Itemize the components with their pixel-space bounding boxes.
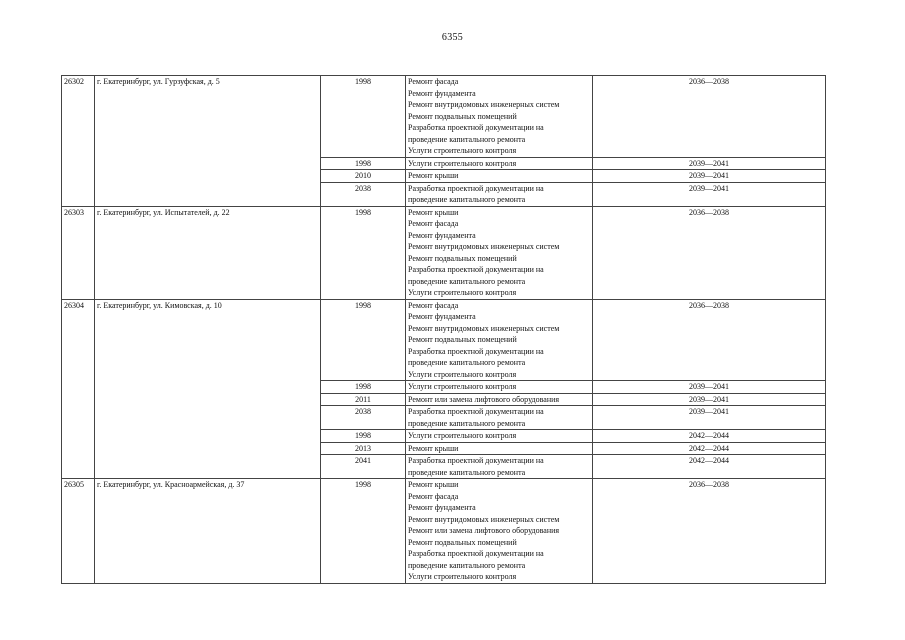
works-cell bbox=[406, 182, 593, 206]
works-cell bbox=[406, 479, 593, 584]
address-cell: г. Екатеринбург, ул. Кимовская, д. 10 bbox=[95, 299, 321, 479]
year-cell: 2038 bbox=[321, 182, 406, 206]
year-cell: 1998 bbox=[321, 206, 406, 299]
address-cell: г. Екатеринбург, ул. Испытателей, д. 22 bbox=[95, 206, 321, 299]
work-item: Ремонт фасада bbox=[408, 491, 459, 501]
works-cell bbox=[406, 157, 593, 170]
year-cell: 1998 bbox=[321, 430, 406, 443]
period-cell: 2036—2038 bbox=[593, 479, 826, 584]
table-body bbox=[62, 76, 826, 584]
work-item: Услуги строительного контроля bbox=[408, 369, 517, 379]
work-item: проведение капитального ремонта bbox=[408, 134, 526, 144]
work-item: Ремонт подвальных помещений bbox=[408, 335, 517, 344]
year-cell: 2010 bbox=[321, 170, 406, 183]
work-item: Ремонт подвальных помещений bbox=[408, 253, 517, 263]
period-cell: 2042—2044 bbox=[593, 430, 826, 443]
table-row bbox=[62, 206, 826, 299]
year-cell: 1998 bbox=[321, 157, 406, 170]
work-item: Разработка проектной документации на bbox=[408, 123, 544, 132]
work-item: Ремонт фасада bbox=[408, 219, 459, 228]
work-item: Разработка проектной документации на bbox=[408, 456, 544, 465]
works-cell bbox=[406, 393, 593, 406]
work-item: Услуги строительного контроля bbox=[408, 431, 517, 440]
period-cell: 2039—2041 bbox=[593, 157, 826, 170]
year-cell: 1998 bbox=[321, 76, 406, 158]
work-item: Услуги строительного контроля bbox=[408, 146, 517, 155]
work-item: Ремонт фундамента bbox=[408, 312, 476, 321]
work-item: Ремонт крыши bbox=[408, 443, 459, 453]
house-id-cell: 26304 bbox=[62, 299, 95, 479]
work-item: проведение капитального ремонта bbox=[408, 560, 526, 570]
work-item: Ремонт крыши bbox=[408, 207, 459, 217]
work-item: Ремонт внутридомовых инженерных систем bbox=[408, 100, 560, 109]
work-item: Разработка проектной документации на bbox=[408, 407, 544, 416]
period-cell: 2042—2044 bbox=[593, 455, 826, 479]
works-cell bbox=[406, 76, 593, 158]
period-cell: 2039—2041 bbox=[593, 406, 826, 430]
period-cell: 2036—2038 bbox=[593, 299, 826, 381]
house-id-cell: 26305 bbox=[62, 479, 95, 584]
work-item: проведение капитального ремонта bbox=[408, 195, 526, 204]
work-item: Ремонт фундамента bbox=[408, 230, 476, 240]
period-cell: 2039—2041 bbox=[593, 393, 826, 406]
work-item: Ремонт подвальных помещений bbox=[408, 537, 517, 547]
works-cell bbox=[406, 455, 593, 479]
work-item: Ремонт внутридомовых инженерных систем bbox=[408, 242, 560, 251]
works-cell bbox=[406, 406, 593, 430]
work-item: Разработка проектной документации на bbox=[408, 346, 544, 356]
period-cell: 2039—2041 bbox=[593, 182, 826, 206]
period-cell: 2036—2038 bbox=[593, 206, 826, 299]
work-item: Ремонт внутридомовых инженерных систем bbox=[408, 514, 560, 524]
page-number: 6355 bbox=[441, 32, 464, 43]
period-cell: 2039—2041 bbox=[593, 170, 826, 183]
work-item: Ремонт фундамента bbox=[408, 503, 476, 512]
house-id-cell: 26302 bbox=[62, 76, 95, 207]
house-id-cell: 26303 bbox=[62, 206, 95, 299]
year-cell: 2041 bbox=[321, 455, 406, 479]
work-item: Ремонт внутридомовых инженерных систем bbox=[408, 323, 560, 333]
year-cell: 1998 bbox=[321, 479, 406, 584]
works-cell bbox=[406, 299, 593, 381]
year-cell: 2011 bbox=[321, 393, 406, 406]
year-cell: 2038 bbox=[321, 406, 406, 430]
work-item: Услуги строительного контроля bbox=[408, 382, 517, 391]
work-item: Ремонт крыши bbox=[408, 171, 459, 180]
year-cell: 1998 bbox=[321, 299, 406, 381]
work-item: проведение капитального ремонта bbox=[408, 418, 526, 428]
work-item: Ремонт фасада bbox=[408, 77, 459, 86]
works-cell bbox=[406, 442, 593, 455]
period-cell: 2042—2044 bbox=[593, 442, 826, 455]
work-item: Разработка проектной документации на bbox=[408, 265, 544, 274]
capital-repair-table bbox=[61, 75, 826, 584]
work-item: Ремонт или замена лифтового оборудования bbox=[408, 526, 560, 535]
work-item: Услуги строительного контроля bbox=[408, 572, 517, 581]
work-item: Разработка проектной документации на bbox=[408, 183, 544, 193]
works-cell bbox=[406, 381, 593, 394]
work-item: Ремонт или замена лифтового оборудования bbox=[408, 394, 560, 404]
works-cell bbox=[406, 170, 593, 183]
address-cell: г. Екатеринбург, ул. Красноармейская, д. 37 bbox=[95, 479, 321, 584]
works-cell bbox=[406, 430, 593, 443]
year-cell: 2013 bbox=[321, 442, 406, 455]
work-item: Разработка проектной документации на bbox=[408, 549, 544, 558]
work-item: Услуги строительного контроля bbox=[408, 158, 517, 168]
period-cell: 2039—2041 bbox=[593, 381, 826, 394]
table-row bbox=[62, 76, 826, 158]
work-item: Ремонт крыши bbox=[408, 480, 459, 489]
work-item: Ремонт фундамента bbox=[408, 88, 476, 98]
work-item: проведение капитального ремонта bbox=[408, 467, 526, 477]
works-cell bbox=[406, 206, 593, 299]
address-cell: г. Екатеринбург, ул. Гурзуфская, д. 5 bbox=[95, 76, 321, 207]
work-item: Ремонт фасада bbox=[408, 300, 459, 310]
work-item: проведение капитального ремонта bbox=[408, 276, 526, 286]
table-row bbox=[62, 299, 826, 381]
table-row bbox=[62, 479, 826, 584]
work-item: Услуги строительного контроля bbox=[408, 288, 517, 297]
work-item: проведение капитального ремонта bbox=[408, 358, 526, 367]
period-cell: 2036—2038 bbox=[593, 76, 826, 158]
work-item: Ремонт подвальных помещений bbox=[408, 111, 517, 121]
year-cell: 1998 bbox=[321, 381, 406, 394]
